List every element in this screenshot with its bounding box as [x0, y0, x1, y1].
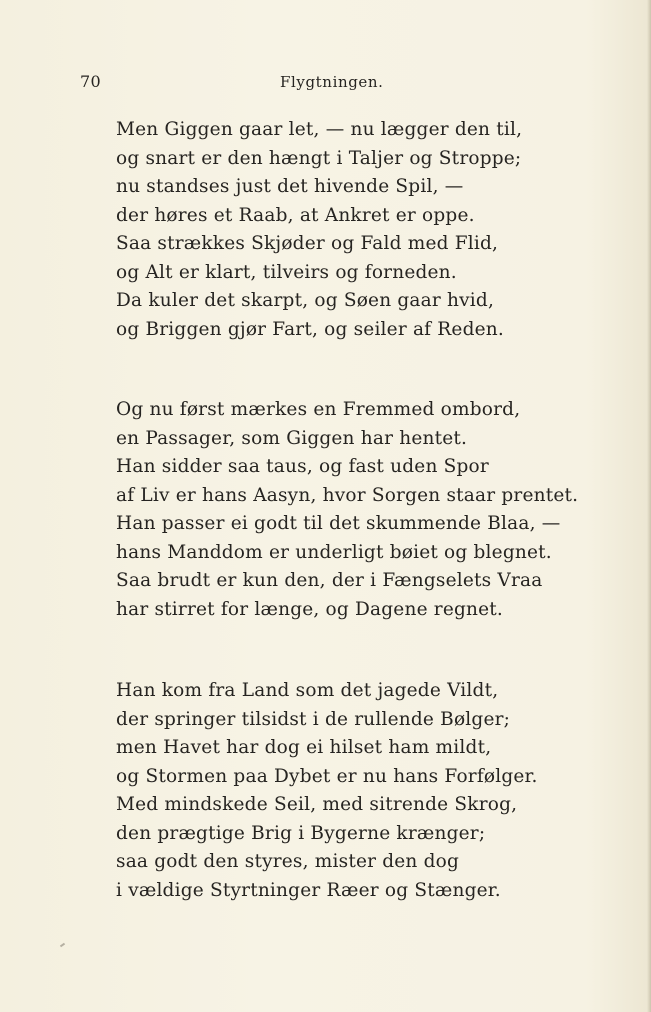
page-number: 70 [80, 72, 101, 91]
verse-line: og Stormen paa Dybet er nu hans Forfølger. [116, 765, 538, 787]
verse-line: nu standses just det hivende Spil, — [116, 176, 464, 197]
verse-line: den prægtige Brig i Bygerne krænger; [116, 822, 486, 844]
verse-line: Saa brudt er kun den, der i Fængselets Vraa [116, 570, 543, 591]
stanza-1 [116, 116, 606, 344]
verse-line: saa godt den styres, mister den dog [116, 851, 460, 872]
verse-line: Da kuler det skarpt, og Søen gaar hvid, [116, 290, 495, 311]
verse-line: og Briggen gjør Fart, og seiler af Reden. [116, 318, 504, 340]
verse-line: Men Giggen gaar let, — nu lægger den til, [116, 119, 523, 140]
verse-line: men Havet har dog ei hilset ham mildt, [116, 737, 492, 758]
verse-line: Han sidder saa taus, og fast uden Spor [116, 456, 489, 477]
stanza-2 [116, 396, 606, 624]
verse-line: har stirret for længe, og Dagene regnet. [116, 598, 504, 620]
verse-line: Og nu først mærkes en Fremmed ombord, [116, 399, 521, 420]
stanza-3 [116, 677, 606, 905]
verse-line: i vældige Styrtninger Ræer og Stænger. [116, 879, 501, 901]
paper-speck [60, 943, 65, 948]
verse-line: en Passager, som Giggen har hentet. [116, 427, 468, 449]
verse-line: Han passer ei godt til det skummende Blaa, — [116, 513, 561, 534]
verse-line: og Alt er klart, tilveirs og forneden. [116, 261, 457, 283]
verse-line: der springer tilsidst i de rullende Bølger; [116, 708, 511, 730]
verse-line: Med mindskede Seil, med sitrende Skrog, [116, 794, 518, 815]
verse-line: Han kom fra Land som det jagede Vildt, [116, 680, 499, 701]
verse-line: hans Manddom er underligt bøiet og blegnet. [116, 541, 552, 563]
verse-line: og snart er den hængt i Taljer og Stroppe; [116, 147, 522, 169]
verse-line: af Liv er hans Aasyn, hvor Sorgen staar prentet. [116, 484, 579, 506]
verse-line: der høres et Raab, at Ankret er oppe. [116, 204, 475, 226]
verse-line: Saa strækkes Skjøder og Fald med Flid, [116, 233, 499, 254]
running-title: Flygtningen. [280, 73, 384, 91]
page-edge-shadow [647, 0, 651, 1012]
